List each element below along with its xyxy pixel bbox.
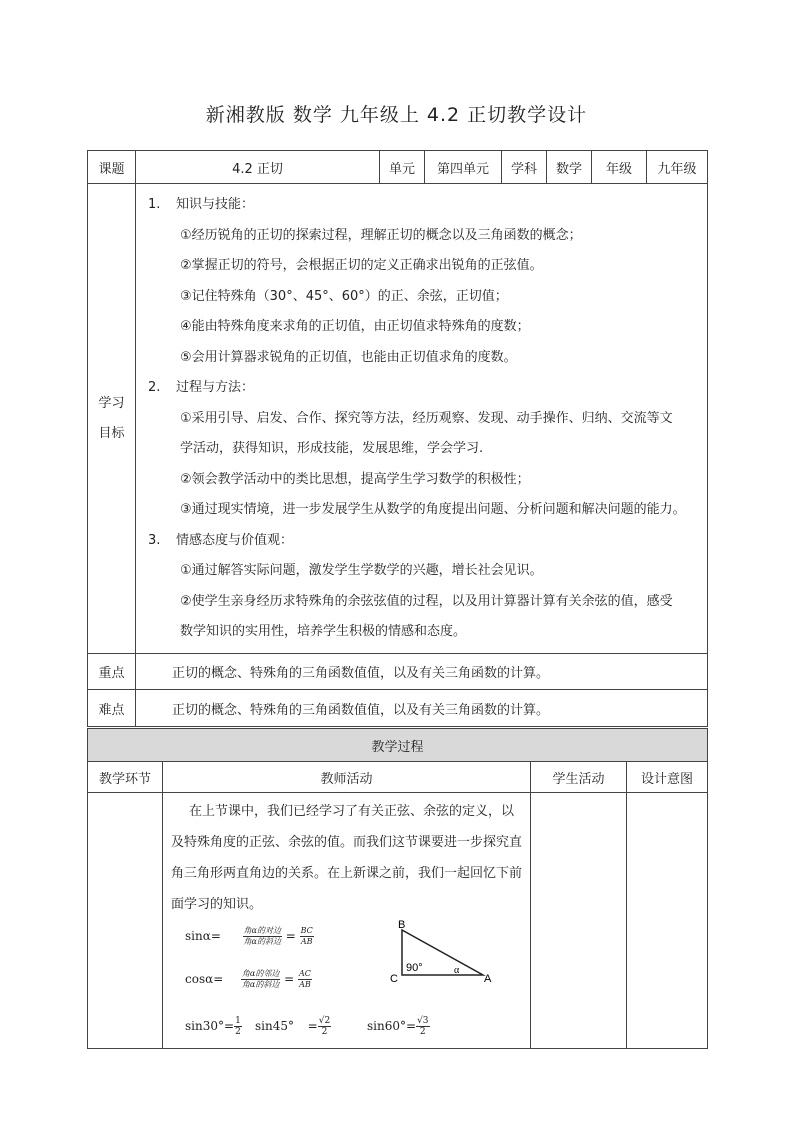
unit-label: 单元 [380,151,425,184]
angle-c-label: 90° [406,962,423,974]
sin60-frac [416,1016,429,1037]
objective-text: 过程与方法： [176,380,255,395]
objective-line [144,404,701,435]
sin45-den: 2 [321,1027,328,1037]
objective-text: ③记住特殊角（30°、45°、60°）的正、余弦，正切值； [180,288,508,304]
sin45-eq: = [307,1019,318,1033]
sin45-frac [318,1016,331,1037]
sin30-num: 1 [235,1016,241,1026]
subject-label: 学科 [502,151,547,184]
sin60-label: sin60°= [367,1019,417,1033]
teacher-paragraph: 在上节课中，我们已经学习了有关正弦、余弦的定义，以及特殊角度的正弦、余弦的值。而我们这节课要进一步探究直角三角形两直角边的关系。在上新课之前，我们一起回忆下前面学习的知识。 [171,804,523,912]
sin60-num: √3 [417,1016,429,1026]
objective-line [144,373,701,404]
sin30-label: sin30°= [185,1019,235,1033]
objective-line [144,343,701,374]
objective-text: ⑤会用计算器求锐角的正切值，也能由正切值求角的度数。 [180,349,517,365]
objective-text: ①经历锐角的正切的探索过程，理解正切的概念以及三角函数的概念； [180,227,582,243]
objective-number: 1. [148,197,161,212]
objective-text: ②使学生亲身经历求特殊角的余弦弦值的过程，以及用计算器计算有关余弦的值，感受 [180,593,673,609]
teacher-activity-cell [163,793,531,1049]
objective-line [144,221,701,252]
objectives-list [144,190,701,648]
objective-line [144,587,701,618]
objective-text: ②领会教学活动中的类比思想，提高学生学习数学的积极性； [180,471,530,487]
cos-label: cosα= [185,972,224,986]
grade-value: 九年级 [647,151,708,184]
sin-den: 角α的斜边 [243,937,281,946]
col-stage: 教学环节 [88,762,163,793]
grade-label: 年级 [592,151,647,184]
key-point-text: 正切的概念、特殊角的三角函数值值，以及有关三角函数的计算。 [136,654,708,690]
unit-value: 第四单元 [425,151,502,184]
objective-text: ①采用引导、启发、合作、探究等方法，经历观察、发现、动手操作、归纳、交流等文 [180,410,673,426]
cos-num: 角α的邻边 [241,969,280,978]
difficulty-label: 难点 [88,690,136,727]
sin-ratio [243,926,282,947]
lesson-info-table [87,150,708,727]
stage-cell [88,793,163,1049]
angle-a-label: α [454,965,460,976]
objective-number: 2. [148,380,161,395]
col-teacher: 教师活动 [163,762,531,793]
objective-line [144,556,701,587]
objective-number: 3. [148,532,161,548]
vertex-a: A [484,973,492,985]
sin-label: sinα= [185,929,221,943]
sin45-label: sin45° [255,1019,294,1033]
col-student: 学生活动 [531,762,627,793]
objective-line [144,251,701,282]
objectives-label [88,184,136,654]
difficulty-text: 正切的概念、特殊角的三角函数值值，以及有关三角函数的计算。 [136,690,708,727]
page-title: 新湘教版 数学 九年级上 4.2 正切教学设计 [205,104,588,126]
cos-eq [298,969,312,990]
subject-value: 数学 [547,151,592,184]
objective-text: ③通过现实情境，进一步发展学生从数学的角度提出问题、分析问题和解决问题的能力。 [180,502,686,517]
objective-text: ①通过解答实际问题，激发学生学数学的兴趣，增长社会见识。 [180,563,543,578]
cos-formula: cosα= $\frac{\text{角α的邻边}}{\text{角α的斜边}}$ = $\frac{AC}{AB}$ [185,969,311,989]
objective-line [144,495,701,526]
cos-ratio [241,969,280,990]
col-intent: 设计意图 [627,762,708,793]
objectives-cell [136,184,708,654]
objective-line [144,190,701,221]
student-activity-cell [531,793,627,1049]
sin45-formula [255,1016,331,1037]
course-value: 4.2 正切 [136,151,380,184]
sin60-den: 2 [419,1027,426,1037]
sin30-den: 2 [235,1027,241,1037]
sin60-formula [367,1016,430,1037]
objective-line [144,434,701,465]
objective-line [144,282,701,313]
sin30-frac [234,1016,242,1037]
vertex-c: C [390,973,398,985]
course-label: 课题 [88,151,136,184]
vertex-b: B [398,920,406,931]
objective-text: 知识与技能： [176,197,255,212]
cos-eq-den: AB [299,980,311,989]
formula-area [163,920,530,1048]
objective-line [144,526,701,557]
objective-line [144,465,701,496]
objective-text: 情感态度与价值观： [176,532,294,548]
objective-line [144,312,701,343]
objectives-label-text: 学习目标 [98,395,125,441]
key-point-label: 重点 [88,654,136,690]
objective-text: 数学知识的实用性，培养学生积极的情感和态度。 [180,624,467,639]
sin-eq [300,926,314,947]
sin45-num: √2 [318,1016,331,1026]
right-triangle-diagram [388,920,498,990]
sin-formula: sinα= $\frac{\text{角α的对边}}{\text{角α的斜边}}$ = $\frac{BC}{AB}$ [185,926,313,946]
objective-text: 学活动，获得知识，形成技能，发展思维，学会学习. [180,441,484,456]
sin-eq-den: AB [300,937,313,946]
objective-text: ④能由特殊角度来求角的正切值，由正切值求特殊角的度数； [180,319,530,334]
cos-eq-num: AC [299,969,311,978]
objective-text: ②掌握正切的符号，会根据正切的定义正确求出锐角的正弦值。 [180,258,543,273]
cos-den: 角α的斜边 [241,980,280,989]
process-heading: 教学过程 [88,729,708,762]
design-intent-cell [627,793,708,1049]
teaching-process-table [87,728,708,1049]
sin-eq-num: BC [300,926,313,935]
sin30-formula [185,1016,242,1037]
sin-num: 角α的对边 [243,926,281,935]
objective-line [144,617,701,648]
